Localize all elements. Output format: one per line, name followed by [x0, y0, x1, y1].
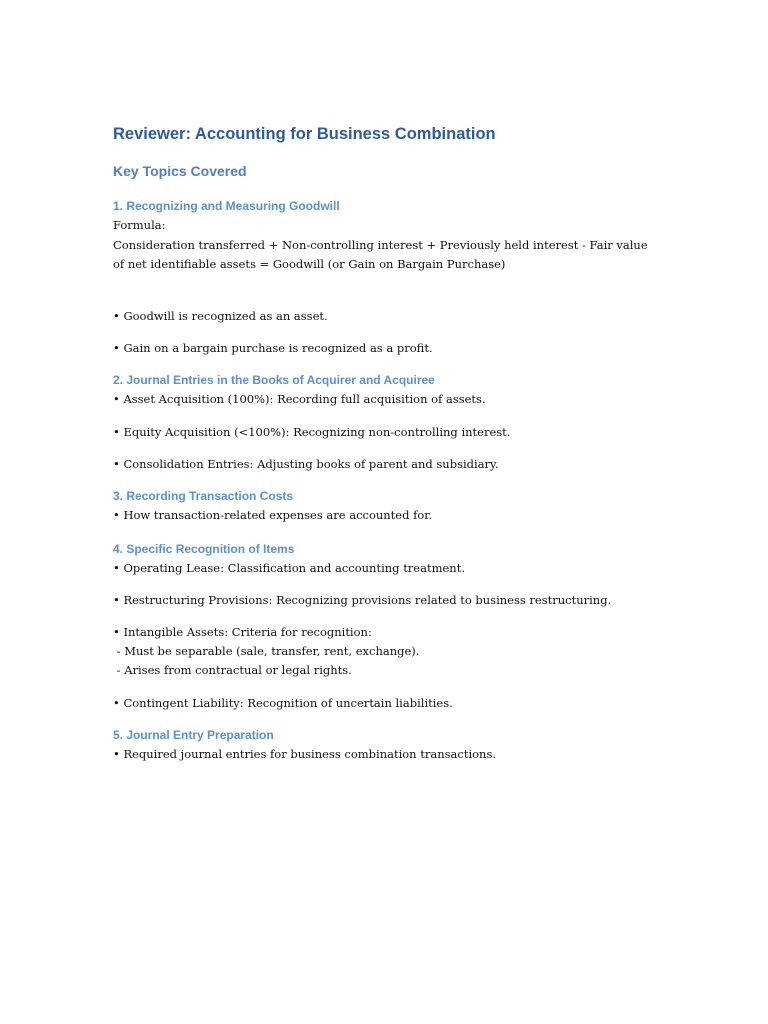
section-2-bullet: • Consolidation Entries: Adjusting books of parent and subsidiary. [113, 457, 499, 471]
section-4-bullet: • Restructuring Provisions: Recognizing provisions related to business restructuring. [113, 593, 612, 607]
section-2-bullet: • Equity Acquisition (<100%): Recognizing non-controlling interest. [113, 425, 511, 439]
section-4-bullet: • Intangible Assets: Criteria for recognition: [113, 625, 372, 639]
section-1-bullet: • Gain on a bargain purchase is recognized as a profit. [113, 341, 433, 355]
section-1-heading: 1. Recognizing and Measuring Goodwill [113, 199, 340, 213]
section-5-bullet: • Required journal entries for business combination transactions. [113, 747, 497, 761]
section-4-sub-bullet: - Arises from contractual or legal rights. [113, 663, 352, 677]
section-2-bullet: • Asset Acquisition (100%): Recording full acquisition of assets. [113, 392, 486, 406]
section-3-bullet: • How transaction-related expenses are accounted for. [113, 508, 433, 522]
document-subtitle: Key Topics Covered [113, 163, 247, 179]
section-4-sub-bullet: - Must be separable (sale, transfer, rent, exchange). [113, 644, 420, 658]
section-4-bullet: • Operating Lease: Classification and accounting treatment. [113, 561, 465, 575]
section-4-bullet: • Contingent Liability: Recognition of uncertain liabilities. [113, 696, 453, 710]
document-title: Reviewer: Accounting for Business Combination [113, 125, 496, 143]
section-3-heading: 3. Recording Transaction Costs [113, 489, 294, 503]
formula-line-2: of net identifiable assets = Goodwill (or Gain on Bargain Purchase) [113, 257, 506, 271]
section-1-bullet: • Goodwill is recognized as an asset. [113, 309, 328, 323]
formula-label: Formula: [113, 218, 166, 232]
section-2-heading: 2. Journal Entries in the Books of Acquirer and Acquiree [113, 373, 435, 387]
formula-line-1: Consideration transferred + Non-controlling interest + Previously held interest - Fair value [113, 238, 648, 252]
section-4-heading: 4. Specific Recognition of Items [113, 542, 295, 556]
section-5-heading: 5. Journal Entry Preparation [113, 728, 274, 742]
